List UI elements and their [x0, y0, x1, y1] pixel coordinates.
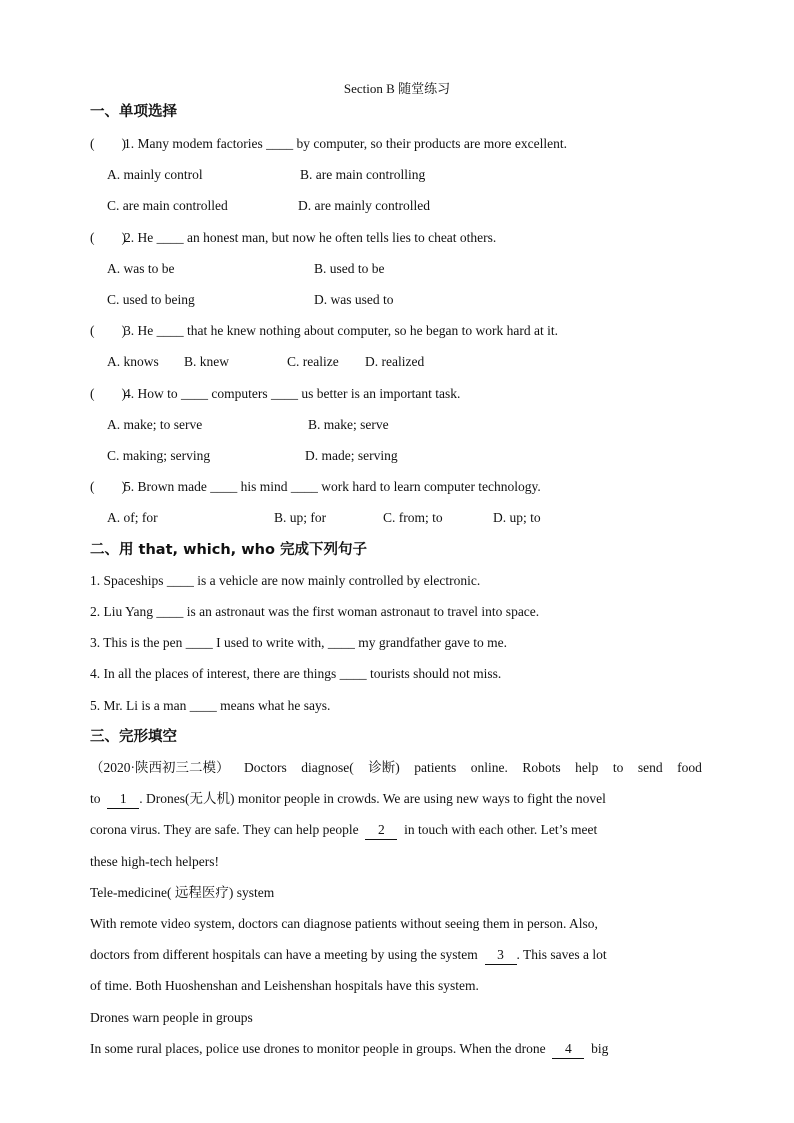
passage-line-6: doctors from different hospitals can have a meeting by using the system 3 . This saves a lot	[90, 946, 607, 965]
option-c[interactable]: C. making; serving	[107, 448, 211, 463]
option-a[interactable]: A. make; to serve	[107, 417, 203, 432]
word: 诊断)	[368, 760, 400, 775]
word: Doctors	[244, 760, 287, 775]
passage-line-2: to 1 . Drones(无人机) monitor people in crowds. We are using new ways to fight the novel	[90, 790, 606, 809]
question-text: 3. He ____ that he knew nothing about computer, so he began to work hard at it.	[124, 323, 558, 338]
option-c[interactable]: C. are main controlled	[107, 198, 228, 213]
question-3	[90, 322, 558, 340]
question-text: 5. Brown made ____ his mind ____ work hard to learn computer technology.	[124, 479, 541, 494]
word: help	[575, 760, 599, 775]
option-a[interactable]: A. knows	[107, 354, 159, 369]
option-b[interactable]: B. knew	[184, 354, 229, 369]
passage-line-5: With remote video system, doctors can diagnose patients without seeing them in person. Also,	[90, 916, 598, 931]
fill-sentence-4: 4. In all the places of interest, there are things ____ tourists should not miss.	[90, 666, 502, 681]
question-text: 4. How to ____ computers ____ us better is an important task.	[124, 386, 461, 401]
fill-sentence-1: 1. Spaceships ____ is a vehicle are now mainly controlled by electronic.	[90, 573, 481, 588]
option-b[interactable]: B. up; for	[274, 510, 327, 525]
answer-paren[interactable]: ( )	[90, 230, 126, 245]
option-c[interactable]: C. from; to	[383, 510, 443, 525]
option-a[interactable]: A. was to be	[107, 261, 175, 276]
page-title: Section B 随堂练习	[343, 81, 451, 96]
option-b[interactable]: B. make; serve	[308, 417, 389, 432]
passage-line-4: these high-tech helpers!	[90, 854, 219, 869]
question-5	[90, 478, 541, 496]
option-d[interactable]: D. up; to	[493, 510, 541, 525]
cloze-blank-4[interactable]: 4	[552, 1040, 584, 1059]
subheading-tele-medicine: Tele-medicine( 远程医疗) system	[90, 885, 275, 900]
q4-options-row-2	[107, 447, 398, 465]
passage-line-7: of time. Both Huoshenshan and Leishenshan hospitals have this system.	[90, 978, 479, 993]
fill-sentence-2: 2. Liu Yang ____ is an astronaut was the first woman astronaut to travel into space.	[90, 604, 540, 619]
option-b[interactable]: B. are main controlling	[300, 167, 426, 182]
passage-line-3: corona virus. They are safe. They can help people 2 in touch with each other. Let’s meet	[90, 821, 597, 840]
question-2	[90, 229, 496, 247]
answer-paren[interactable]: ( )	[90, 386, 126, 401]
subheading-drones: Drones warn people in groups	[90, 1010, 253, 1025]
option-c[interactable]: C. realize	[287, 354, 339, 369]
section3-heading: 三、完形填空	[90, 729, 177, 745]
q4-options-row-1	[107, 416, 389, 434]
q2-options-row-2	[107, 291, 394, 309]
q2-options-row-1	[107, 260, 385, 278]
answer-paren[interactable]: ( )	[90, 479, 126, 494]
option-d[interactable]: D. realized	[365, 354, 425, 369]
option-d[interactable]: D. are mainly controlled	[298, 198, 430, 213]
word: online.	[470, 760, 508, 775]
q1-options-row-2	[107, 197, 430, 215]
answer-paren[interactable]: ( )	[90, 323, 126, 338]
word: Robots	[522, 760, 561, 775]
section1-heading: 一、单项选择	[90, 104, 177, 120]
source-tag: （2020·陕西初三二模）	[90, 760, 230, 775]
word: diagnose(	[301, 760, 354, 775]
question-text: 1. Many modem factories ____ by computer, so their products are more excellent.	[124, 136, 567, 151]
option-a[interactable]: A. of; for	[107, 510, 158, 525]
section2-heading: 二、用 that, which, who 完成下列句子	[90, 542, 367, 558]
fill-sentence-3: 3. This is the pen ____ I used to write with, ____ my grandfather gave to me.	[90, 635, 508, 650]
q3-options-row	[107, 353, 425, 371]
option-a[interactable]: A. mainly control	[107, 167, 203, 182]
option-d[interactable]: D. was used to	[314, 292, 394, 307]
option-d[interactable]: D. made; serving	[305, 448, 398, 463]
word: to	[612, 760, 624, 775]
option-c[interactable]: C. used to being	[107, 292, 195, 307]
passage-line-8: In some rural places, police use drones to monitor people in groups. When the drone 4 big	[90, 1040, 608, 1059]
option-b[interactable]: B. used to be	[314, 261, 385, 276]
word: patients	[414, 760, 457, 775]
cloze-blank-1[interactable]: 1	[107, 790, 139, 809]
question-1	[90, 135, 567, 153]
question-text: 2. He ____ an honest man, but now he often tells lies to cheat others.	[124, 230, 497, 245]
q5-options-row	[107, 509, 541, 527]
fill-sentence-5: 5. Mr. Li is a man ____ means what he says.	[90, 698, 331, 713]
passage-line-1	[90, 759, 702, 777]
cloze-blank-2[interactable]: 2	[365, 821, 397, 840]
word: send	[637, 760, 663, 775]
q1-options-row-1	[107, 166, 426, 184]
word: food	[677, 760, 702, 775]
cloze-blank-3[interactable]: 3	[485, 946, 517, 965]
answer-paren[interactable]: ( )	[90, 136, 126, 151]
question-4	[90, 385, 460, 403]
